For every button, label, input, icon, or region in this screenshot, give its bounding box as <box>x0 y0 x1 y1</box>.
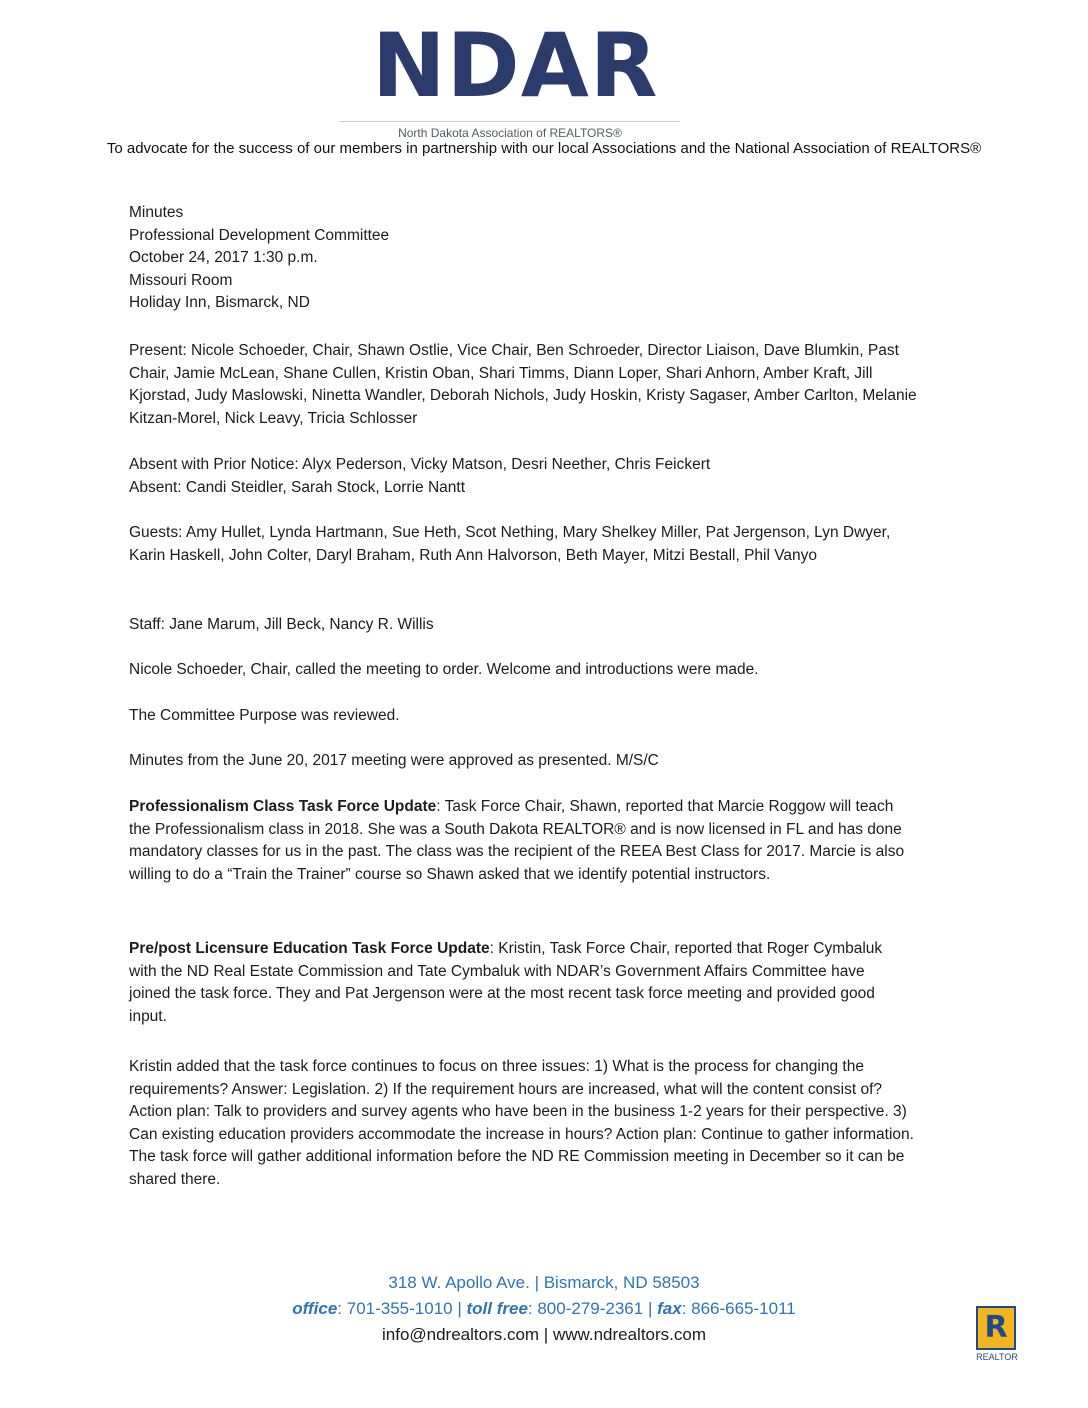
meeting-date: October 24, 2017 1:30 p.m. <box>129 249 318 266</box>
staff-list <box>129 614 929 637</box>
fax-label: fax <box>657 1299 682 1318</box>
tollfree-label: toll free <box>466 1299 528 1318</box>
footer <box>0 1270 1088 1348</box>
meeting-location: Holiday Inn, Bismarck, ND <box>129 294 310 311</box>
realtor-badge-box <box>976 1306 1016 1350</box>
tollfree-number: : 800-279-2361 | <box>527 1299 653 1318</box>
logo-wordmark: NDAR <box>372 14 659 117</box>
purpose-text: The Committee Purpose was reviewed. <box>129 707 400 724</box>
professionalism-title: Professionalism Class Task Force Update <box>129 798 437 815</box>
absence-list <box>129 454 929 499</box>
logo-tagline: North Dakota Association of REALTORS® <box>398 126 622 140</box>
footer-address: 318 W. Apollo Ave. | Bismarck, ND 58503 <box>388 1273 700 1292</box>
absent-notice-text: Absent with Prior Notice: Alyx Pederson, Vicky Matson, Desri Neether, Chris Feickert <box>129 456 711 473</box>
present-text: Present: Nicole Schoeder, Chair, Shawn Ostlie, Vice Chair, Ben Schroeder, Director Liaison, Dave Blumkin, Past Chair, Jamie McLean, Shane Cullen, Kristin Oban, Shari Timms, Diann Loper, Shari Anhorn, Amber Kraft, Jill Kjorstad, Judy Maslowski, Ninetta Wandler, Deborah Nichols, Judy Hoskin, Kristy Sagaser, Amber Carlton, Melanie Kitzan-Morel, Nick Leavy, Tricia Schlosser <box>129 342 917 427</box>
licensure-section <box>129 938 899 1028</box>
meeting-header <box>129 202 929 315</box>
mission-statement: To advocate for the success of our members in partnership with our local Associations and the National Association of REALTORS® <box>106 140 982 157</box>
prior-minutes-text: Minutes from the June 20, 2017 meeting were approved as presented. M/S/C <box>129 752 659 769</box>
call-to-order-text: Nicole Schoeder, Chair, called the meeting to order. Welcome and introductions were made. <box>129 661 759 678</box>
footer-web-links[interactable]: info@ndrealtors.com | www.ndrealtors.com <box>381 1325 706 1344</box>
office-label: office <box>292 1299 338 1318</box>
ndar-logo <box>340 14 680 140</box>
prior-minutes <box>129 750 929 773</box>
realtor-logo-icon <box>972 1306 1022 1368</box>
footer-contact <box>0 1296 1088 1322</box>
doc-type: Minutes <box>129 204 184 221</box>
absent-text: Absent: Candi Steidler, Sarah Stock, Lorrie Nantt <box>129 478 466 496</box>
guests-text: Guests: Amy Hullet, Lynda Hartmann, Sue Heth, Scot Nething, Mary Shelkey Miller, Pat Jergenson, Lyn Dwyer, Karin Haskell, John Colter, Daryl Braham, Ruth Ann Halvorson, Beth Mayer, Mitzi Bestall, Phil Vanyo <box>129 524 891 564</box>
office-number: : 701-355-1010 | <box>337 1299 462 1318</box>
meeting-room: Missouri Room <box>129 271 233 289</box>
guests-list <box>129 522 929 567</box>
licensure-title: Pre/post Licensure Education Task Force Update <box>129 940 490 957</box>
kristin-text: Kristin added that the task force continues to focus on three issues: 1) What is the process for changing the requirements? Answer: Legislation. 2) If the requirement hours are increased, what will the content consist of? Action plan: Talk to providers and survey agents who have been in the business 1-2 years for their perspective. 3) Can existing education providers accommodate the increase in hours? Action plan: Continue to gather information. The task force will gather additional information before the ND RE Commission meeting in December so it can be shared there. <box>129 1058 914 1188</box>
present-list <box>129 340 929 430</box>
kristin-section <box>129 1056 919 1191</box>
professionalism-text: : Task Force Chair, Shawn, reported that Marcie Roggow will teach the Professionalism class in 2018. She was a South Dakota REALTOR® and is now licensed in FL and has done mandatory classes for us in the past. The class was the recipient of the REEA Best Class for 2017. Marcie is also willing to do a “Train the Trainer” course so Shawn asked that we identify potential instructors. <box>129 798 905 883</box>
licensure-text: : Kristin, Task Force Chair, reported that Roger Cymbaluk with the ND Real Estate Commission and Tate Cymbaluk with NDAR’s Government Affairs Committee have joined the task force. They and Pat Jergenson were at the most recent task force meeting and provided good input. <box>129 940 883 1025</box>
committee-name: Professional Development Committee <box>129 226 390 244</box>
realtor-badge-label: REALTOR <box>976 1352 1018 1362</box>
purpose-review <box>129 705 929 728</box>
logo-divider <box>340 121 680 122</box>
realtor-badge-letter: R <box>984 1310 1008 1345</box>
staff-text: Staff: Jane Marum, Jill Beck, Nancy R. Willis <box>129 616 434 633</box>
call-to-order <box>129 659 929 682</box>
professionalism-section <box>129 796 919 886</box>
fax-number: : 866-665-1011 <box>681 1299 796 1318</box>
